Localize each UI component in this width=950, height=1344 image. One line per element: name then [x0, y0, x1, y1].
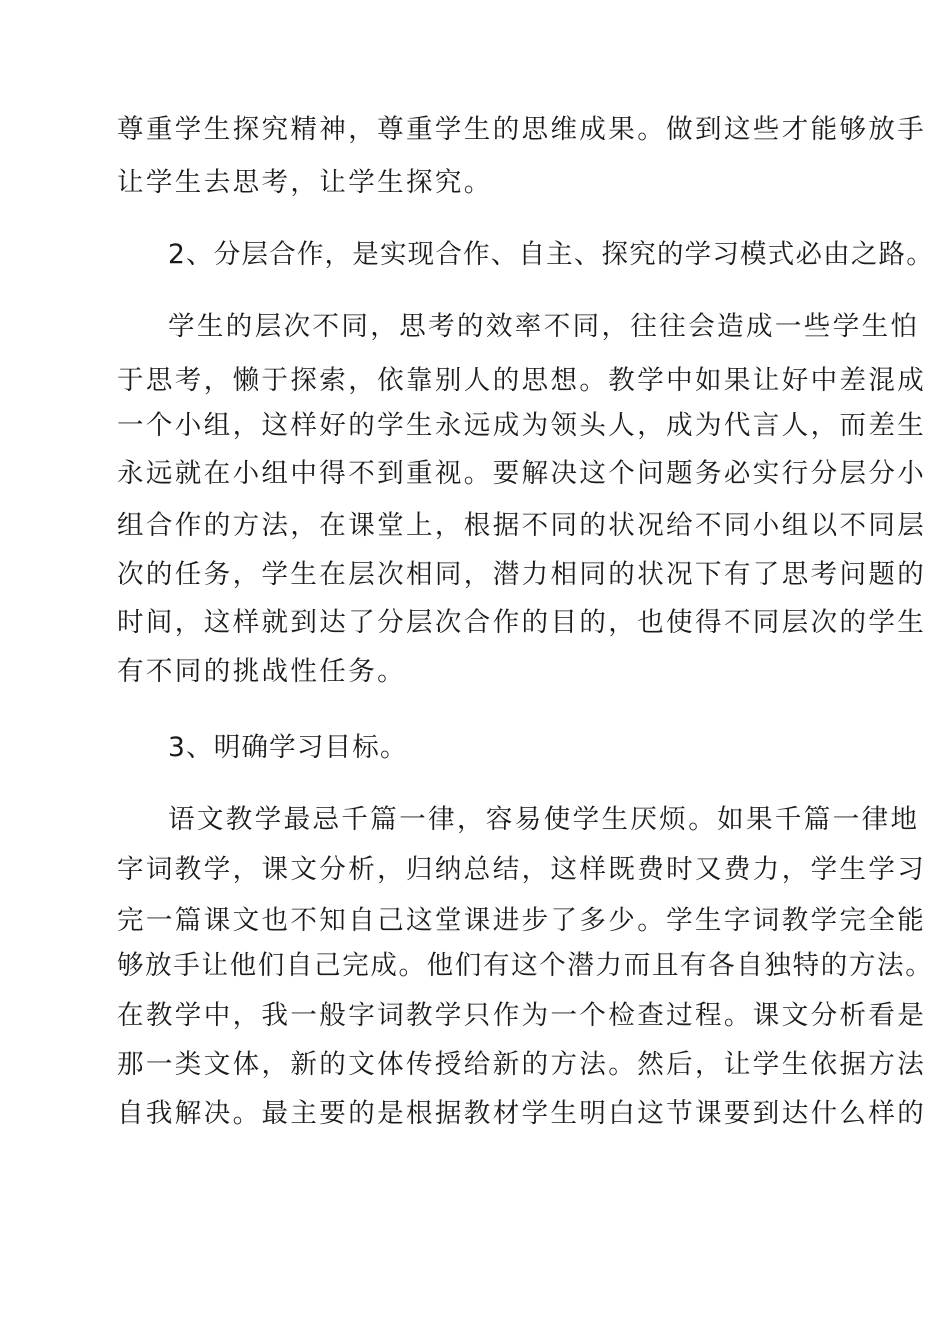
- para2-line-7: 时间，这样就到达了分层次合作的目的，也使得不同层次的学生: [117, 607, 927, 638]
- para2-line-3: 一个小组，这样好的学生永远成为领头人，成为代言人，而差生: [117, 410, 927, 441]
- para3-line-7: 自我解决。最主要的是根据教材学生明白这节课要到达什么样的: [117, 1098, 927, 1129]
- para3-line-2: 字词教学，课文分析，归纳总结，这样既费时又费力，学生学习: [117, 854, 927, 885]
- para2-line-1: 学生的层次不同，思考的效率不同，往往会造成一些学生怕: [168, 311, 920, 342]
- para3-line-5: 在教学中，我一般字词教学只作为一个检查过程。课文分析看是: [117, 1000, 927, 1031]
- para2-line-6: 次的任务，学生在层次相同，潜力相同的状况下有了思考问题的: [117, 559, 927, 590]
- para1-line-1: 尊重学生探究精神，尊重学生的思维成果。做到这些才能够放手: [117, 114, 927, 145]
- para3-line-6: 那一类文体，新的文体传授给新的方法。然后，让学生依据方法: [117, 1049, 927, 1080]
- section-heading-2: 2、分层合作，是实现合作、自主、探究的学习模式必由之路。: [168, 239, 934, 270]
- para3-line-4: 够放手让他们自己完成。他们有这个潜力而且有各自独特的方法。: [117, 950, 934, 981]
- para2-line-4: 永远就在小组中得不到重视。要解决这个问题务必实行分层分小: [117, 458, 927, 489]
- section-heading-3: 3、明确学习目标。: [168, 732, 408, 763]
- para2-line-2: 于思考，懒于探索，依靠别人的思想。教学中如果让好中差混成: [117, 365, 927, 396]
- para2-line-8: 有不同的挑战性任务。: [117, 656, 406, 687]
- para1-line-2: 让学生去思考，让学生探究。: [117, 167, 493, 198]
- para2-line-5: 组合作的方法，在课堂上，根据不同的状况给不同小组以不同层: [117, 510, 927, 541]
- para3-line-3: 完一篇课文也不知自己这堂课进步了多少。学生字词教学完全能: [117, 905, 927, 936]
- para3-line-1: 语文教学最忌千篇一律，容易使学生厌烦。如果千篇一律地: [168, 804, 920, 835]
